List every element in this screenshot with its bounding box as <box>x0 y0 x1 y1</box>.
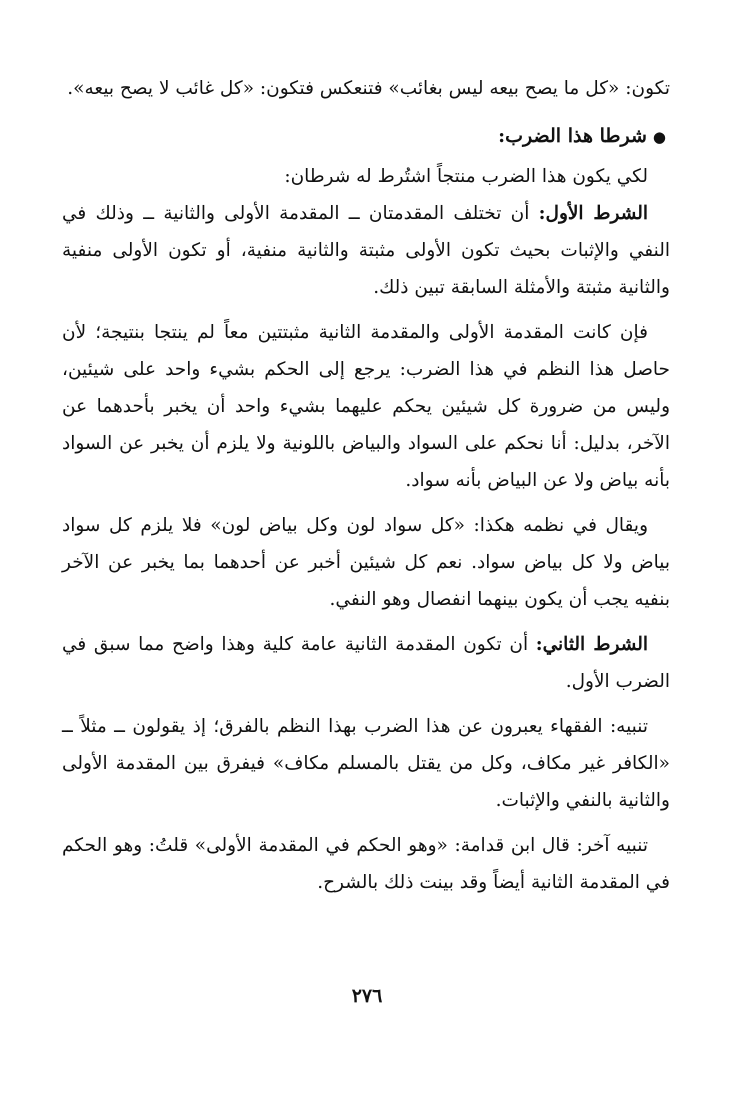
condition-two-paragraph <box>62 626 670 700</box>
book-page-body <box>62 70 670 901</box>
note-one-text: الفقهاء يعبرون عن هذا الضرب بهذا النظم بالفرق؛ إذ يقولون ــ مثلاً ــ «الكافر غير مكاف، وكل من يقتل بالمسلم مكاف» فيفرق بين المقدمة الأولى والثانية بالنفي والإثبات. <box>62 716 670 811</box>
note-two-label: تنبيه آخر: <box>576 835 648 856</box>
note-two-text: قال ابن قدامة: «وهو الحكم في المقدمة الأولى» قلتُ: وهو الحكم في المقدمة الثانية أيضاً وقد بينت ذلك بالشرح. <box>62 835 670 893</box>
condition-one-paragraph <box>62 195 670 306</box>
note-two-paragraph <box>62 827 670 901</box>
note-one-label: تنبيه: <box>609 716 648 737</box>
section-heading <box>62 117 670 156</box>
section-heading-text: شرطا هذا الضرب: <box>498 125 647 147</box>
condition-intro-paragraph: لكي يكون هذا الضرب منتجاً اشتُرط له شرطان: <box>284 166 648 187</box>
bullet-icon: ● <box>652 128 666 146</box>
condition-two-label: الشرط الثاني: <box>535 634 648 655</box>
condition-one-text: أن تختلف المقدمتان ــ المقدمة الأولى والثانية ــ وذلك في النفي والإثبات بحيث تكون الأولى مثبتة والثانية منفية، أو تكون الأولى منفية والثانية مثبتة والأمثلة السابقة تبين ذلك. <box>62 203 670 298</box>
explanation-paragraph: فإن كانت المقدمة الأولى والمقدمة الثانية مثبتتين معاً لم ينتجا بنتيجة؛ لأن حاصل هذا النظم في هذا الضرب: يرجع إلى الحكم بشيء واحد على شيئين، وليس من ضرورة كل شيئين يحكم عليهما بشيء واحد أن يخبر بأحدهما عن الآخر، بدليل: أنا نحكم على السواد والبياض باللونية ولا يلزم أن يخبر عن السواد بأنه بياض ولا عن البياض بأنه سواد. <box>62 322 670 491</box>
condition-two-text: أن تكون المقدمة الثانية عامة كلية وهذا واضح مما سبق في الضرب الأول. <box>62 634 670 692</box>
condition-one-label: الشرط الأول: <box>538 203 648 224</box>
page-number: ٢٧٦ <box>351 985 383 1007</box>
note-one-paragraph <box>62 708 670 819</box>
example-paragraph: ويقال في نظمه هكذا: «كل سواد لون وكل بياض لون» فلا يلزم كل سواد بياض ولا كل بياض سواد. نعم كل شيئين أخبر عن أحدهما بما يخبر عن الآخر بنفيه يجب أن يكون بينهما انفصال وهو النفي. <box>62 515 670 610</box>
intro-paragraph: تكون: «كل ما يصح بيعه ليس بغائب» فتنعكس فتكون: «كل غائب لا يصح بيعه». <box>67 78 670 99</box>
